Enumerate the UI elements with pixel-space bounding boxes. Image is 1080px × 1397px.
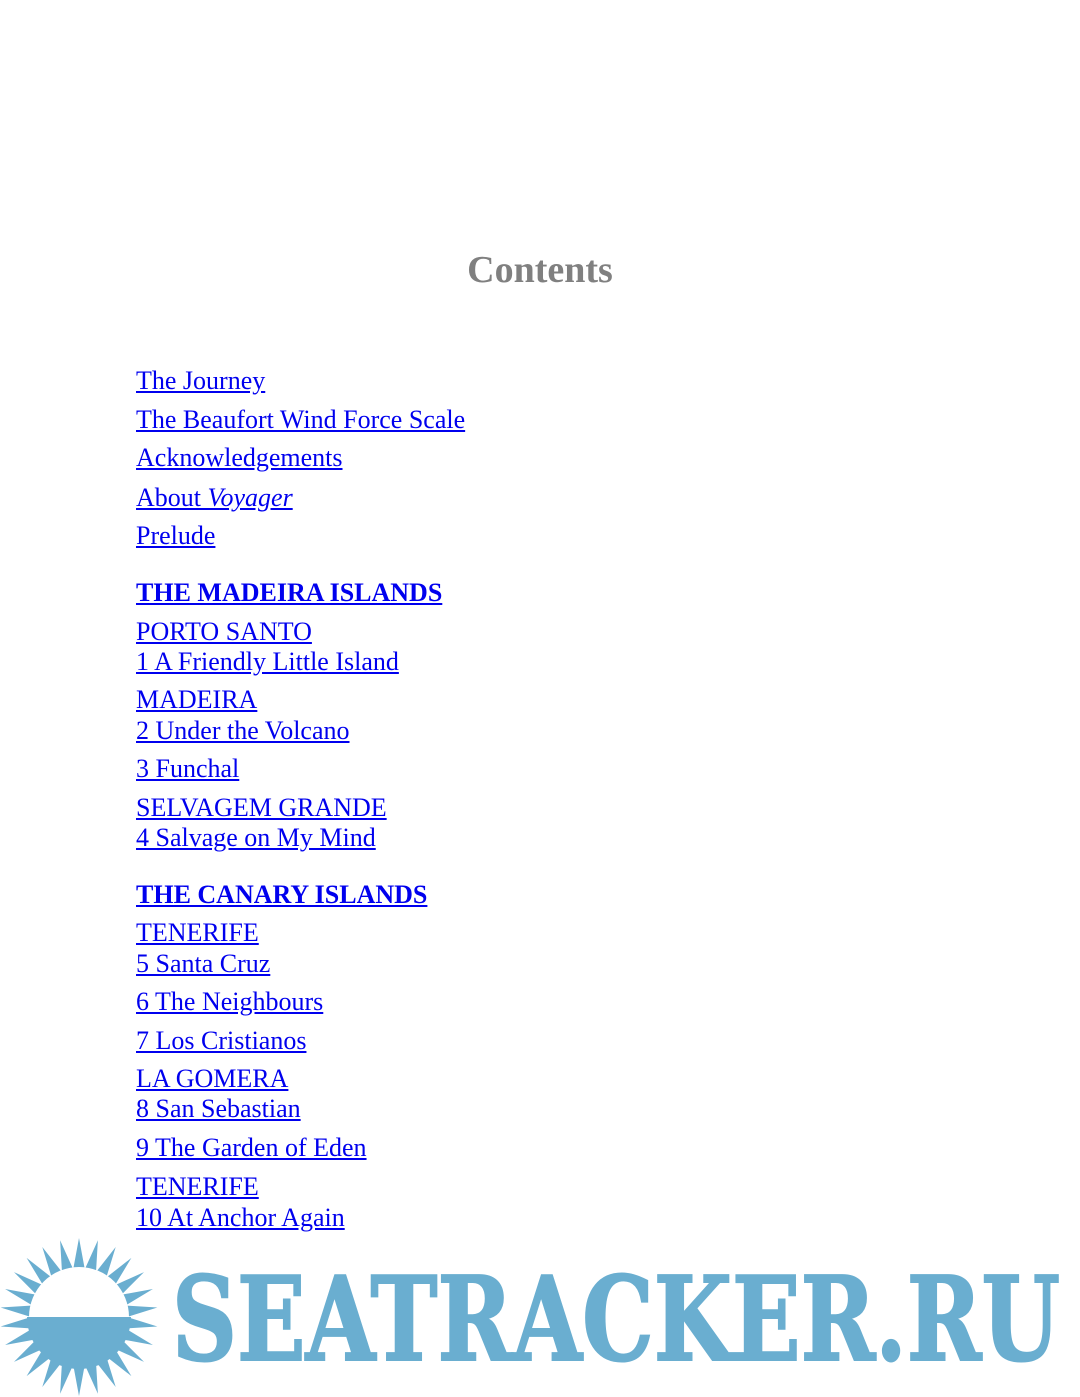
toc-link-tenerife[interactable]: TENERIFE	[136, 918, 259, 947]
watermark-text: SEATRACKER.RU	[172, 1252, 1060, 1388]
toc-link-chapter-1[interactable]: 1 A Friendly Little Island	[136, 647, 399, 676]
toc-link-chapter-3[interactable]: 3 Funchal	[136, 754, 240, 783]
toc-link-selvagem-grande[interactable]: SELVAGEM GRANDE	[136, 793, 387, 822]
toc-link-prelude[interactable]: Prelude	[136, 521, 216, 550]
toc-part-canary-islands[interactable]: THE CANARY ISLANDS	[136, 880, 428, 909]
toc-link-chapter-4[interactable]: 4 Salvage on My Mind	[136, 823, 376, 852]
toc-part-madeira-islands[interactable]: THE MADEIRA ISLANDS	[136, 578, 443, 607]
toc-link-chapter-10[interactable]: 10 At Anchor Again	[136, 1203, 345, 1232]
toc-link-about-voyager[interactable]	[136, 483, 293, 513]
toc-link-chapter-6[interactable]: 6 The Neighbours	[136, 987, 324, 1016]
toc-link-porto-santo[interactable]: PORTO SANTO	[136, 617, 312, 646]
toc-link-tenerife-2[interactable]: TENERIFE	[136, 1172, 259, 1201]
toc-link-chapter-9[interactable]: 9 The Garden of Eden	[136, 1133, 367, 1162]
toc-link-chapter-8[interactable]: 8 San Sebastian	[136, 1094, 301, 1123]
toc-link-chapter-5[interactable]: 5 Santa Cruz	[136, 949, 271, 978]
toc-link-chapter-7[interactable]: 7 Los Cristianos	[136, 1026, 307, 1055]
toc-link-la-gomera[interactable]: LA GOMERA	[136, 1064, 289, 1093]
toc-link-voyager-emph: Voyager	[207, 483, 293, 512]
toc-link-about-text: About	[136, 483, 208, 512]
sun-logo-icon	[1, 1238, 158, 1396]
toc-link-beaufort-wind-force-scale[interactable]: The Beaufort Wind Force Scale	[136, 405, 466, 434]
toc-link-chapter-2[interactable]: 2 Under the Volcano	[136, 716, 350, 745]
toc-link-the-journey[interactable]: The Journey	[136, 366, 266, 395]
toc-link-acknowledgements[interactable]: Acknowledgements	[136, 443, 343, 472]
toc-link-madeira[interactable]: MADEIRA	[136, 685, 258, 714]
page-title: Contents	[467, 249, 613, 291]
seatracker-watermark	[0, 1238, 1080, 1397]
